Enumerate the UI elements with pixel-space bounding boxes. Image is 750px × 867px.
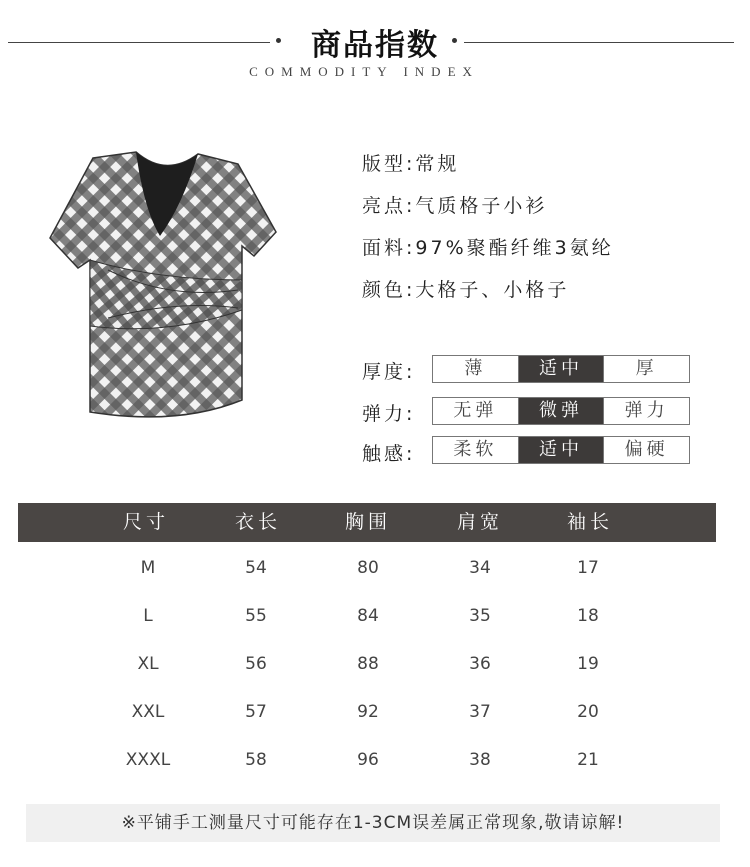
header-sleeve: 袖长 [566, 511, 614, 533]
cell-shoulder: 38 [469, 750, 491, 770]
cell-size: L [143, 606, 153, 626]
thickness-option: 厚 [603, 356, 689, 382]
spec-style [362, 149, 459, 176]
cell-length: 54 [245, 558, 267, 578]
cell-size: XXXL [125, 750, 171, 770]
thickness-label: 厚度: [362, 361, 416, 383]
product-image [48, 150, 278, 430]
cell-sleeve: 21 [577, 750, 599, 770]
thickness-option-selected: 适中 [518, 356, 604, 382]
header-length: 衣长 [234, 511, 282, 533]
cell-shoulder: 34 [469, 558, 491, 578]
spec-label: 版型: [362, 153, 416, 175]
elasticity-label: 弹力: [362, 403, 416, 425]
size-table-header [18, 503, 716, 542]
header-line-right [464, 42, 734, 43]
spec-fabric [362, 233, 614, 260]
cell-size: XXL [131, 702, 165, 722]
spec-label: 颜色: [362, 279, 416, 301]
spec-label: 面料: [362, 237, 416, 259]
header-shoulder: 肩宽 [456, 511, 504, 533]
header-bust: 胸围 [344, 511, 392, 533]
cell-sleeve: 19 [577, 654, 599, 674]
cell-length: 57 [245, 702, 267, 722]
spec-value: 气质格子小衫 [415, 195, 548, 217]
header-dot-right [452, 38, 457, 43]
cell-bust: 96 [357, 750, 379, 770]
spec-color [362, 275, 569, 302]
spec-value: 大格子、小格子 [415, 279, 570, 301]
spec-value: 常规 [415, 153, 460, 175]
cell-bust: 80 [357, 558, 379, 578]
cell-bust: 88 [357, 654, 379, 674]
elasticity-scale [432, 397, 690, 425]
spec-value: 97%聚酯纤维3氨纶 [415, 237, 614, 259]
measurement-note: ※平铺手工测量尺寸可能存在1-3CM误差属正常现象,敬请谅解! [26, 804, 720, 842]
cell-shoulder: 37 [469, 702, 491, 722]
feel-scale [432, 436, 690, 464]
page-title: 商品指数 [311, 28, 439, 63]
feel-option: 偏硬 [603, 437, 689, 463]
cell-length: 56 [245, 654, 267, 674]
elasticity-option: 弹力 [603, 398, 689, 424]
cell-sleeve: 20 [577, 702, 599, 722]
elasticity-option: 无弹 [453, 400, 498, 421]
header-size: 尺寸 [122, 511, 170, 533]
feel-label: 触感: [362, 443, 416, 465]
cell-shoulder: 35 [469, 606, 491, 626]
cell-size: XL [137, 654, 159, 674]
spec-highlight [362, 191, 547, 218]
cell-sleeve: 17 [577, 558, 599, 578]
cell-length: 58 [245, 750, 267, 770]
cell-bust: 92 [357, 702, 379, 722]
feel-option-selected: 适中 [518, 437, 604, 463]
cell-size: M [140, 558, 156, 578]
page-subtitle: COMMODITY INDEX [249, 64, 479, 79]
spec-label: 亮点: [362, 195, 416, 217]
cell-length: 55 [245, 606, 267, 626]
cell-bust: 84 [357, 606, 379, 626]
thickness-option: 薄 [464, 358, 487, 379]
elasticity-option-selected: 微弹 [518, 398, 604, 424]
thickness-scale [432, 355, 690, 383]
cell-sleeve: 18 [577, 606, 599, 626]
cell-shoulder: 36 [469, 654, 491, 674]
feel-option: 柔软 [453, 439, 498, 460]
